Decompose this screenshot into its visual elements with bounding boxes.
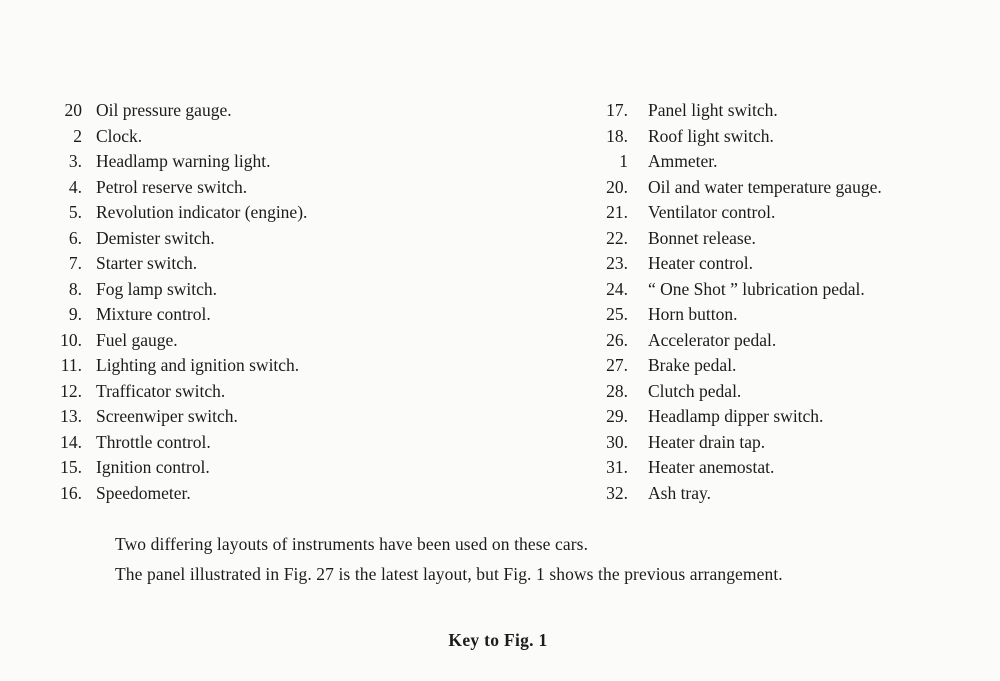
key-item-label: Ammeter.: [648, 151, 718, 171]
key-item-number: 28.: [606, 380, 628, 401]
key-item-number: 1: [619, 151, 628, 171]
key-item-label: Ash tray.: [648, 482, 712, 503]
key-item-number: 16.: [60, 482, 82, 503]
key-item: [52, 404, 532, 430]
key-item-number: 18.: [606, 125, 628, 146]
key-list-left: [52, 98, 532, 506]
key-item-label: Throttle control.: [96, 431, 211, 452]
key-item-number: 11.: [60, 355, 82, 375]
key-item-label: Heater drain tap.: [648, 431, 766, 452]
key-item: [596, 379, 996, 405]
key-item: [596, 302, 996, 328]
key-item-number: 8.: [68, 278, 82, 299]
key-item: [596, 353, 996, 379]
key-item-number: 15.: [60, 457, 82, 477]
key-item-label: Ventilator control.: [648, 202, 776, 222]
key-item-label: Headlamp warning light.: [96, 151, 271, 171]
key-item-number: 4.: [68, 176, 82, 197]
figure-caption: Key to Fig. 1: [448, 630, 548, 650]
key-item: [596, 200, 996, 226]
key-item: [52, 200, 532, 226]
key-item: [52, 124, 532, 150]
key-item-label: Starter switch.: [96, 253, 198, 273]
key-item: [52, 251, 532, 277]
key-item-label: Bonnet release.: [648, 227, 756, 248]
key-item-label: Speedometer.: [96, 482, 191, 503]
key-item-number: 32.: [606, 482, 628, 503]
key-item-label: Horn button.: [648, 304, 738, 324]
key-item-label: Ignition control.: [96, 457, 210, 477]
key-item-label: Headlamp dipper switch.: [648, 406, 824, 426]
key-item-number: 20: [64, 100, 82, 120]
key-item: [52, 455, 532, 481]
key-item-label: Oil and water temperature gauge.: [648, 176, 882, 197]
key-item-label: Fog lamp switch.: [96, 278, 218, 299]
key-item-number: 14.: [60, 431, 82, 452]
key-item: [596, 98, 996, 124]
note-layouts: Two differing layouts of instruments have been used on these cars.: [115, 534, 589, 554]
key-item-number: 6.: [68, 227, 82, 248]
key-item: [52, 277, 532, 303]
key-item-label: Brake pedal.: [648, 355, 737, 375]
key-item: [596, 277, 996, 303]
key-item-label: Roof light switch.: [648, 125, 774, 146]
key-item-label: Trafficator switch.: [96, 380, 226, 401]
key-item-number: 29.: [606, 406, 628, 426]
key-item-number: 7.: [68, 253, 82, 273]
key-item: [596, 251, 996, 277]
key-item-label: Petrol reserve switch.: [96, 176, 248, 197]
key-item: [52, 302, 532, 328]
key-item-number: 2: [73, 125, 82, 146]
key-item: [596, 175, 996, 201]
key-item-label: Heater control.: [648, 253, 753, 273]
key-item-number: 3.: [68, 151, 82, 171]
key-item-label: Fuel gauge.: [96, 329, 178, 350]
key-item-label: Demister switch.: [96, 227, 215, 248]
key-item-number: 20.: [606, 176, 628, 197]
key-item-label: Clock.: [96, 125, 143, 146]
key-item-number: 24.: [606, 278, 628, 299]
key-item: [52, 226, 532, 252]
key-item: [52, 149, 532, 175]
key-item-label: Heater anemostat.: [648, 457, 775, 477]
key-item-label: Mixture control.: [96, 304, 211, 324]
key-item: [596, 430, 996, 456]
key-item-number: 12.: [60, 380, 82, 401]
key-item: [52, 328, 532, 354]
key-item-number: 31.: [606, 457, 628, 477]
key-item-label: Revolution indicator (engine).: [96, 202, 308, 222]
key-item-number: 17.: [606, 100, 628, 120]
key-item: [596, 481, 996, 507]
key-item-label: Lighting and ignition switch.: [96, 355, 300, 375]
key-item-number: 23.: [606, 253, 628, 273]
key-item: [596, 226, 996, 252]
key-item: [52, 353, 532, 379]
key-item-number: 10.: [60, 329, 82, 350]
key-item: [52, 98, 532, 124]
key-item-number: 26.: [606, 329, 628, 350]
key-item-label: Accelerator pedal.: [648, 329, 777, 350]
key-item-label: Oil pressure gauge.: [96, 100, 232, 120]
key-item-label: Screenwiper switch.: [96, 406, 238, 426]
note-figure-reference: The panel illustrated in Fig. 27 is the latest layout, but Fig. 1 shows the previous arrangement.: [115, 564, 783, 584]
key-item-number: 9.: [68, 304, 82, 324]
key-item: [596, 328, 996, 354]
key-item: [52, 481, 532, 507]
key-item-number: 27.: [606, 355, 628, 375]
key-list-right: [596, 98, 996, 506]
key-item-number: 22.: [606, 227, 628, 248]
key-item: [596, 404, 996, 430]
key-item: [52, 175, 532, 201]
key-item-number: 13.: [60, 406, 82, 426]
key-item: [52, 379, 532, 405]
key-item-label: “ One Shot ” lubrication pedal.: [648, 278, 865, 299]
key-item-label: Panel light switch.: [648, 100, 778, 120]
key-item-number: 5.: [68, 202, 82, 222]
key-item: [596, 149, 996, 175]
key-item: [596, 455, 996, 481]
key-item-number: 25.: [606, 304, 628, 324]
key-item-label: Clutch pedal.: [648, 380, 742, 401]
key-item: [596, 124, 996, 150]
key-item: [52, 430, 532, 456]
key-item-number: 30.: [606, 431, 628, 452]
key-item-number: 21.: [606, 202, 628, 222]
